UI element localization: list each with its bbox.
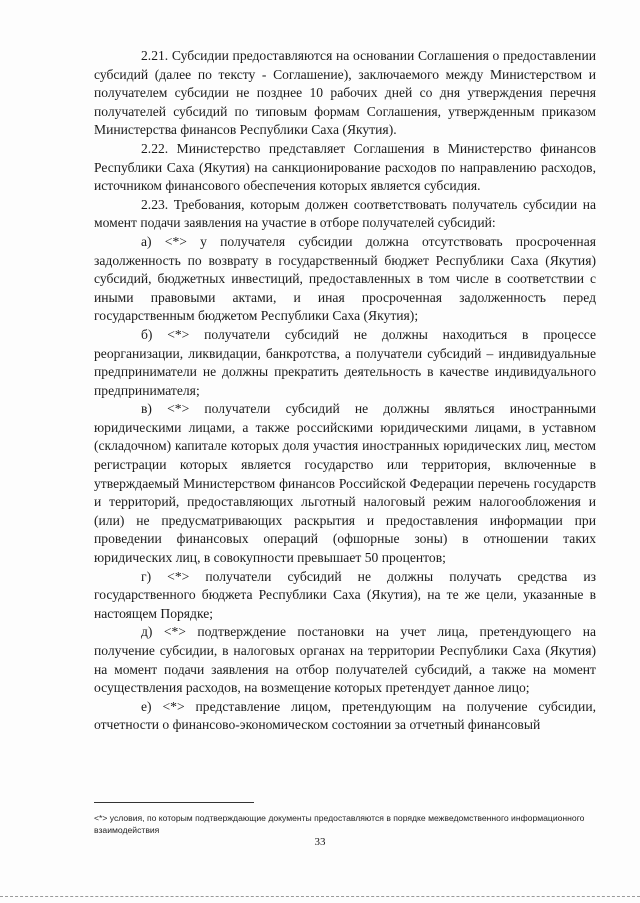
paragraph-item-e: е) <*> представление лицом, претендующим на получение субсидии, отчетности о финансово-экономическом состоянии за отчетный финансовый (94, 698, 596, 733)
paragraph-item-b: б) <*> получатели субсидий не должны находиться в процессе реорганизации, ликвидации, банкротства, а получатели субсидий – индивидуальные предприниматели не должны прекратить деятельность в качестве индивидуального предпринимателя; (94, 326, 596, 398)
paragraph-2-23: 2.23. Требования, которым должен соответствовать получатель субсидии на момент подачи заявления на участие в отборе получателей субсидий: (94, 196, 596, 231)
footnote-divider (94, 802, 254, 803)
paragraph-item-d: д) <*> подтверждение постановки на учет лица, претендующего на получение субсидии, в налоговых органах на территории Республики Саха (Якутия) на момент подачи заявления на отбор получателей субсидий, а также на момент осуществления расходов, на возмещение которых претендует данное лицо; (94, 624, 596, 696)
body-text (94, 47, 596, 735)
paragraph-2-22: 2.22. Министерство представляет Соглашения в Министерство финансов Республики Саха (Якутия) на санкционирование расходов по направлению расходов, источником финансового обеспечения которых является субсидия. (94, 140, 596, 194)
paragraph-item-v: в) <*> получатели субсидий не должны являться иностранными юридическими лицами, а также российскими юридическими лицами, в уставном (складочном) капитале которых доля участия иностранных юридических лиц, местом регистрации которых является государство или территория, включенные в утверждаемый Министерством финансов Российской Федерации перечень государств и территорий, предоставляющих льготный налоговый режим налогообложения и (или) не предусматривающих раскрытия и предоставления информации при проведении финансовых операций (офшорные зоны) в отношении таких юридических лиц, в совокупности превышает 50 процентов; (94, 401, 596, 566)
scan-edge-divider (0, 896, 640, 897)
paragraph-item-a: а) <*> у получателя субсидии должна отсутствовать просроченная задолженность по возврату в государственный бюджет Республики Саха (Якутия) субсидий, бюджетных инвестиций, предоставленных в том числе в соответствии с иными правовыми актами, и иная просроченная задолженность перед государственным бюджетом Республики Саха (Якутия); (94, 233, 596, 324)
paragraph-item-g: г) <*> получатели субсидий не должны получать средства из государственного бюджета Республики Саха (Якутия), на те же цели, указанные в настоящем Порядке; (94, 568, 596, 621)
paragraph-2-21: 2.21. Субсидии предоставляются на основании Соглашения о предоставлении субсидий (далее по тексту - Соглашение), заключаемого между Министерством и получателем субсидии не позднее 10 рабочих дней со дня утверждения перечня получателей субсидий по типовым формам Соглашения, утвержденным приказом Министерства финансов Республики Саха (Якутия). (94, 48, 596, 138)
footnote: <*> условия, по которым подтверждающие документы предоставляются в порядке межведомственного информационного взаимодействия (94, 813, 585, 835)
page-number: 33 (314, 836, 326, 848)
